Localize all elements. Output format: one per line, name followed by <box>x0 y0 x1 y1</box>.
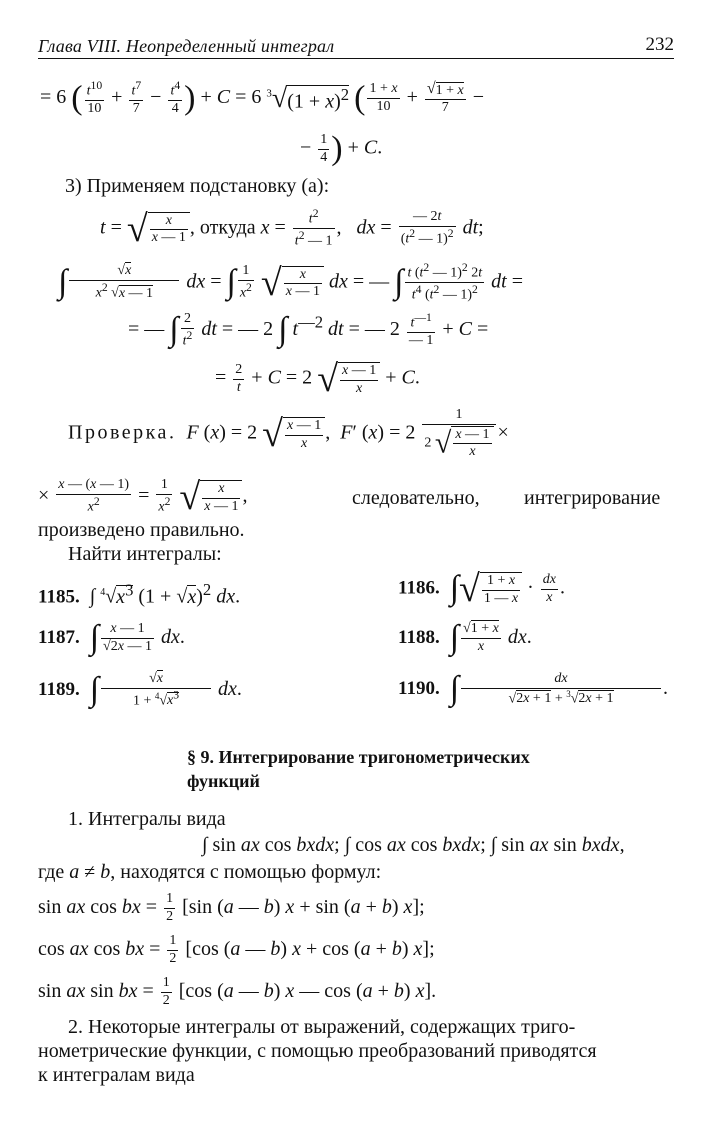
section-title-line-2: функций <box>187 771 260 792</box>
substitution-line: t = √ $\frac{x}{x — 1}$ , откуда x = $\frac{t^2}{t^2 — 1}$ , dx = $\frac{— 2t}{(t^2 — 1)^2}$ dt; <box>100 207 484 250</box>
formula-sin-sin: sin ax sin bx = $\frac{1}{2}$ [cos (a — b) x — cos (a + b) x]. <box>38 975 437 1008</box>
chapter-title: Глава VIII. Неопределенный интеграл <box>38 36 335 56</box>
problem-1186: 1186. ∫√ $\frac{1 + x}{1 — x}$ · $\frac{dx}{x}$ . <box>398 568 565 610</box>
problem-1185: 1185. ∫ $^4√x^3$ $(1 + √x)^2$ dx. <box>38 580 241 608</box>
find-integrals-heading: Найти интегралы: <box>68 543 222 565</box>
paragraph-1-formulas: ∫ sin ax cos bxdx; ∫ cos ax cos bxdx; ∫ sin ax sin bxdx, <box>202 834 625 856</box>
word-otkuda: откуда <box>199 216 256 239</box>
paragraph-2-line-2: нометрические функции, с помощью преобразований приводятся <box>38 1040 597 1062</box>
word-proverka: Проверка. <box>68 421 177 444</box>
word-sledovatelno: следовательно, <box>352 487 480 509</box>
item-3-heading: 3) Применяем подстановку (а): <box>65 175 330 197</box>
formula-sin-cos: sin ax cos bx = $\frac{1}{2}$ [sin (a — b) x + sin (a + b) x]; <box>38 891 425 924</box>
check-line-2: × $\frac{x — (x — 1)}{x^2}$ = $\frac{1}{x^2}$ √ $\frac{x}{x — 1}$ , <box>38 476 248 518</box>
problem-1187: 1187. ∫ $\frac{x — 1}{√2x — 1}$ dx. <box>38 618 185 656</box>
formula-cos-cos: cos ax cos bx = $\frac{1}{2}$ [cos (a — b) x + cos (a + b) x]; <box>38 933 435 966</box>
check-line: Проверка. F (x) = 2 √ $\frac{x — 1}{x}$ , F′ (x) = 2 1 2 √ $\frac{x — 1}{x}$ × <box>68 407 509 460</box>
formula-line-1: = 6 ( $\frac{t^{10}}{10}$ + $\frac{t^7}{7}$ − $\frac{t^4}{4}$ ) + C = 6 $^3√(1 + x)^2$ ( $\frac{1 + x}{10}$ + $\frac{√1 + x}{7}$ − <box>40 79 485 117</box>
section-heading <box>187 745 530 794</box>
paragraph-2-line-1: 2. Некоторые интегралы от выражений, содержащих триго- <box>68 1016 576 1038</box>
word-integrirovanie: интегрирование <box>524 487 661 509</box>
integral-line-3: = $\frac{2}{t}$ + C = 2 √ $\frac{x — 1}{x}$ + C. <box>215 358 420 400</box>
running-header <box>38 34 674 59</box>
paragraph-1-lead: 1. Интегралы вида <box>68 808 226 830</box>
problem-1189: 1189. ∫ $\frac{√x}{1 + ^4√x^3}$ dx. <box>38 671 242 709</box>
problem-1190: 1190. ∫ $\frac{dx}{√2x + 1 + ^3√2x + 1}$ . <box>398 670 669 708</box>
integral-line-1: ∫ $\frac{√x}{x^2 √x — 1}$ dx = ∫ $\frac{1}{x^2}$ √ $\frac{x}{x — 1}$ dx = — ∫ $\frac{t (t^2 — 1)^2 2t}{t^4 (t^2 — 1)^2}$ dt = <box>58 261 523 304</box>
paragraph-1-where: где a ≠ b, находятся с помощью формул: <box>38 861 382 883</box>
page-number: 232 <box>645 34 674 55</box>
problem-1188: 1188. ∫ $\frac{√1 + x}{x}$ dx. <box>398 618 532 656</box>
paragraph-2-line-3: к интегралам вида <box>38 1064 195 1086</box>
integral-line-2: = — ∫ $\frac{2}{t^2}$ dt = — 2 ∫ $t^{—2}$ dt = — 2 $\frac{t^{—1}}{— 1}$ + C = <box>128 311 489 349</box>
check-conclusion: произведено правильно. <box>38 519 245 541</box>
formula-line-2: − $\frac{1}{4}$ ) + C. <box>300 130 383 167</box>
section-title-line-1: § 9. Интегрирование тригонометрических <box>187 747 530 767</box>
